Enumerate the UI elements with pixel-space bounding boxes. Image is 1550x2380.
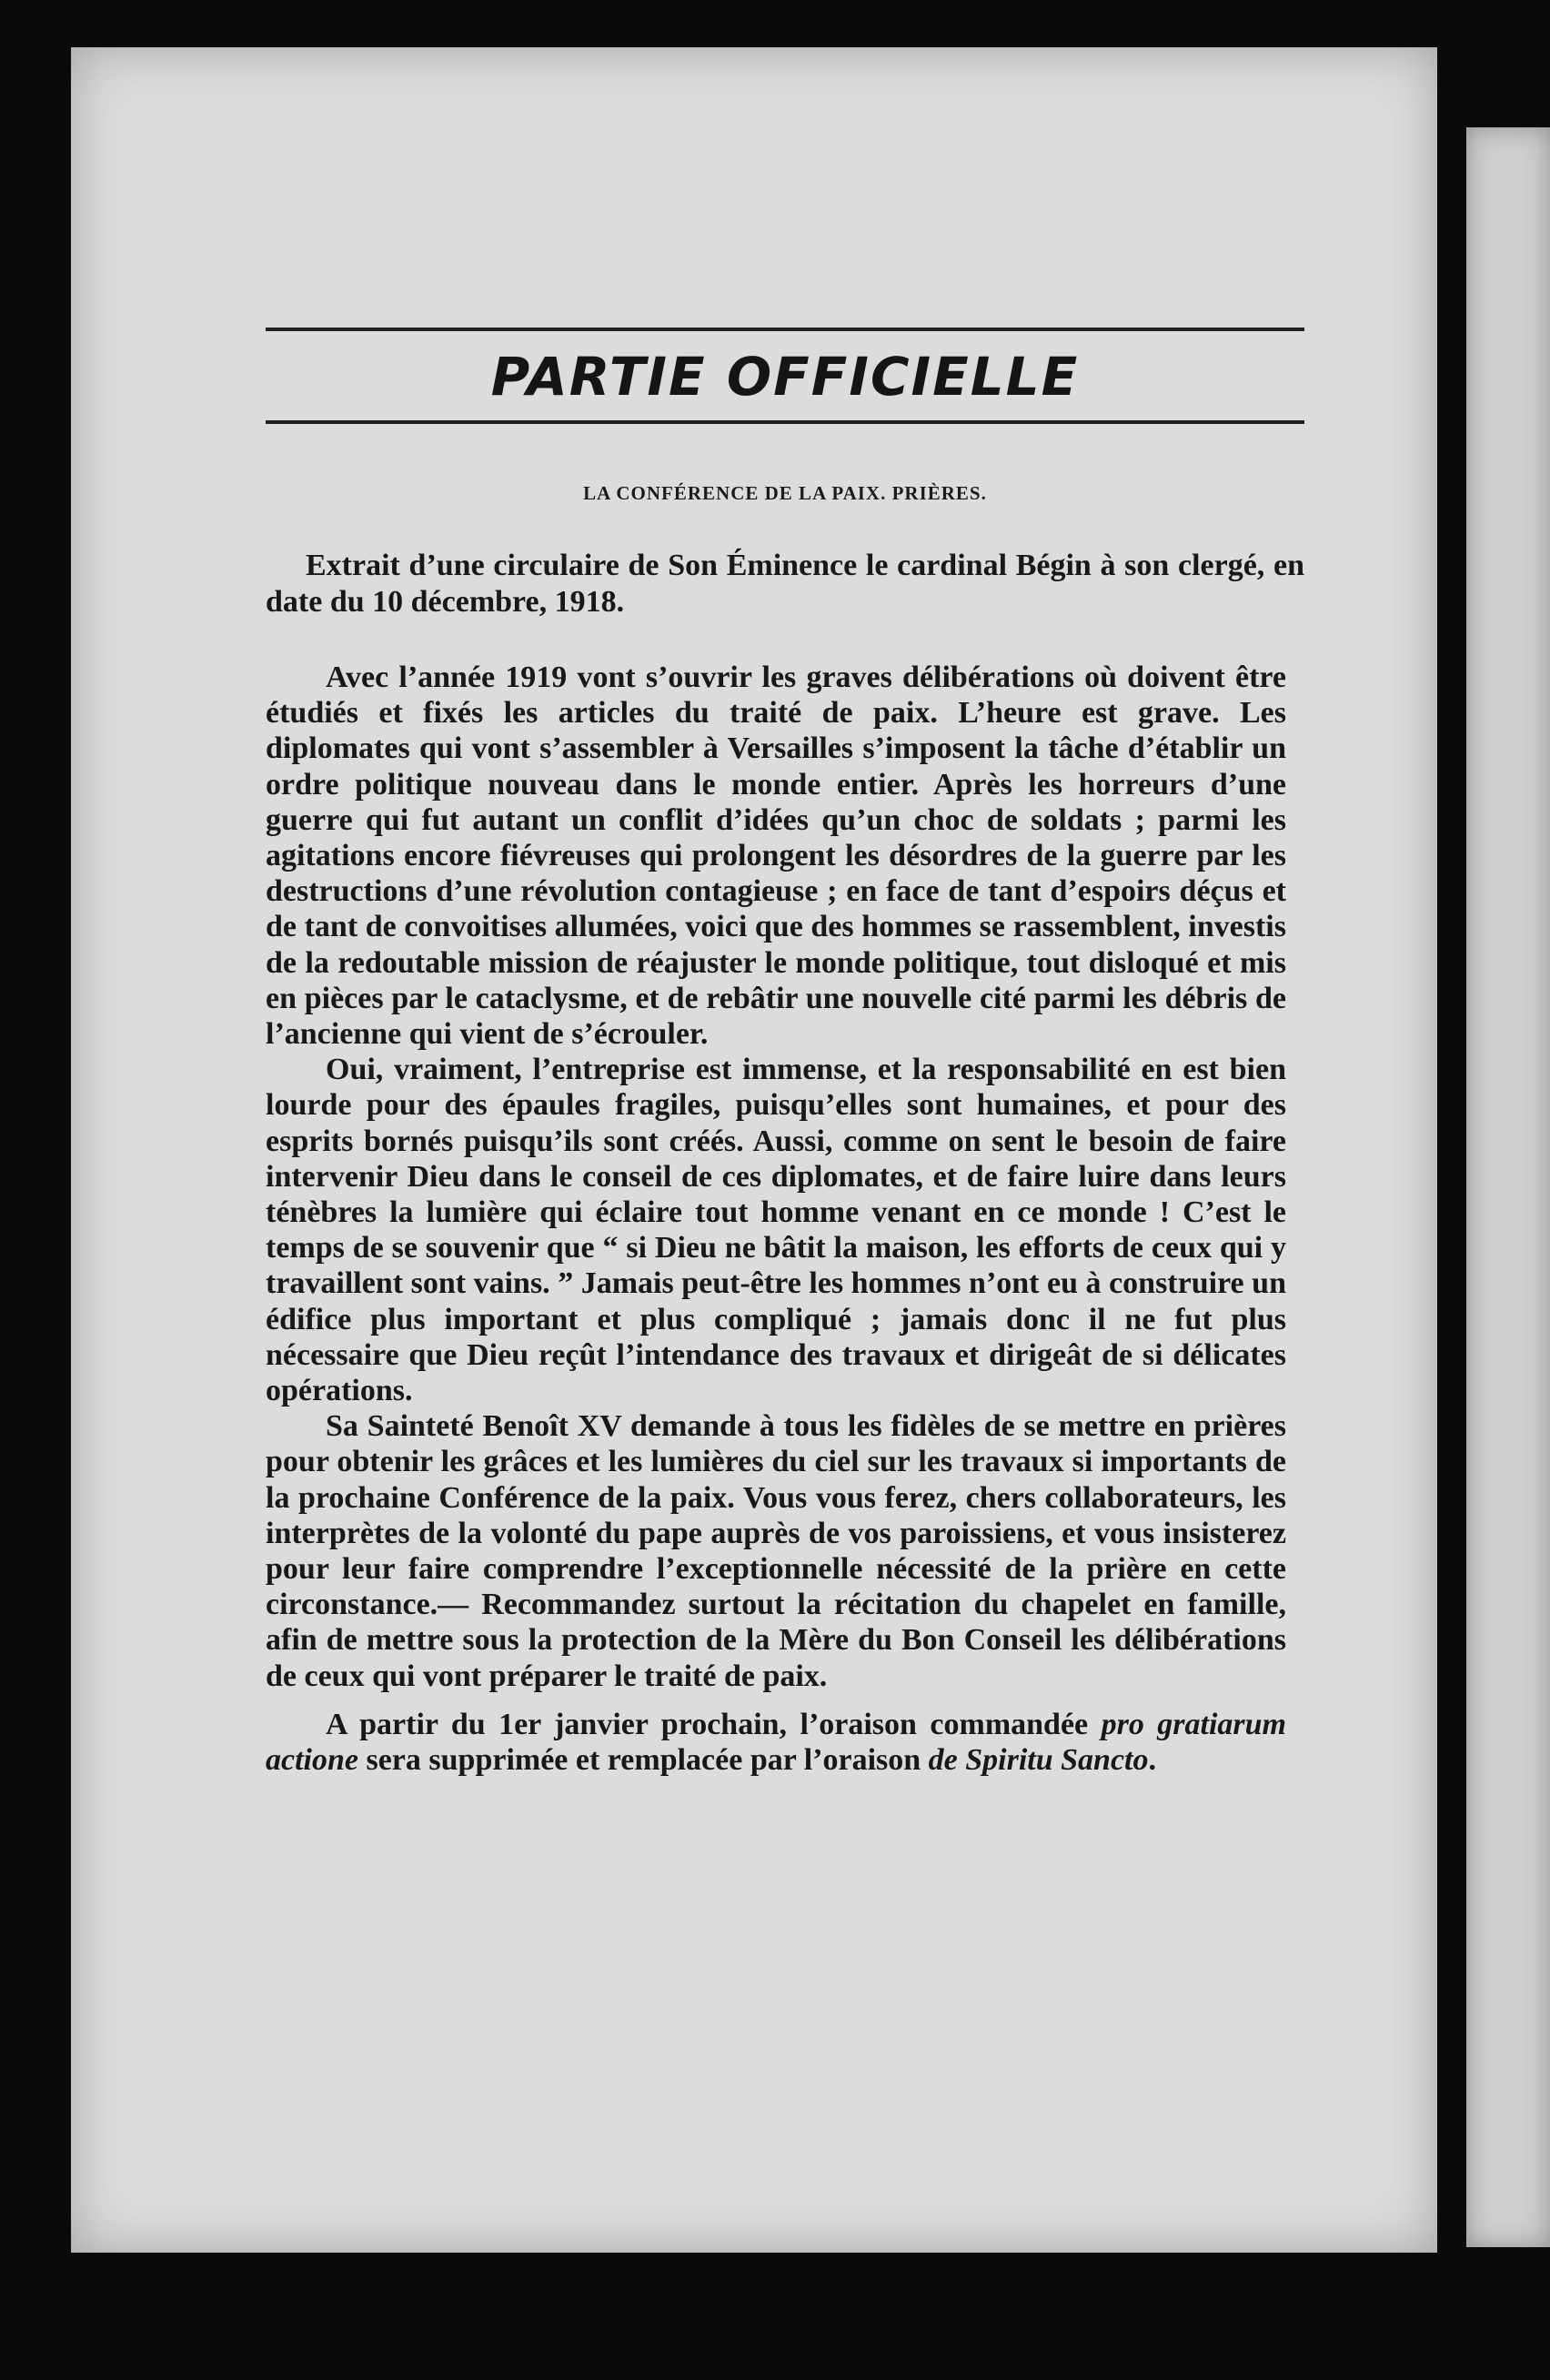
header-rule-bottom [266,420,1304,424]
intro-paragraph: Extrait d’une circulaire de Son Éminence le cardinal Bégin à son clergé, en date du 10 décembre, 1918. [266,549,1304,619]
paragraph-3: Sa Sainteté Benoît XV demande à tous les fidèles de se mettre en prières pour obtenir les grâces et les lumières du ciel sur les travaux si importants de la prochaine Conférence de la paix. Vous vous ferez, chers collaborateurs, les interprètes de la volonté du pape auprès de vos paroissiens, et vous insisterez pour leur faire comprendre l’exceptionnelle nécessité de la prière en cette circonstance.— Recommandez surtout la récitation du chapelet en famille, afin de mettre sous la protection de la Mère du Bon Conseil les délibérations de ceux qui vont préparer le traité de paix. [266,1409,1286,1693]
closing-text-2: sera supprimée et remplacée par l’oraison [357,1743,929,1778]
closing-paragraph [266,1707,1286,1778]
closing-text-1: A partir du 1er janvier prochain, l’oraison commandée [326,1707,1102,1741]
closing-italic-2: de Spiritu Sancto [928,1743,1149,1778]
section-subtitle: LA CONFÉRENCE DE LA PAIX. PRIÈRES. [583,482,987,504]
paragraph-1: Avec l’année 1919 vont s’ouvrir les graves délibérations où doivent être étudiés et fixés les articles du traité de paix. L’heure est grave. Les diplomates qui vont s’assembler à Versailles s’imposent la tâche d’établir un ordre politique nouveau dans le monde entier. Après les horreurs d’une guerre qui fut autant un conflit d’idées qu’un choc de soldats ; parmi les agitations encore fiévreuses qui prolongent les désordres de la guerre par les destructions d’une révolution contagieuse ; en face de tant d’espoirs déçus et de tant de convoitises allumées, voici que des hommes se rassemblent, investis de la redoutable mission de réajuster le monde politique, tout disloqué et mis en pièces par le cataclysme, et de rebâtir une nouvelle cité parmi les débris de l’ancienne qui vient de s’écrouler. [266,661,1286,1052]
header-rule-top [266,328,1304,331]
closing-italic-1: pro gratiarum actione [266,1707,1286,1778]
adjacent-page-edge [1466,127,1550,2247]
body-text [266,660,1286,1778]
closing-text-3: . [1148,1743,1157,1778]
page-title: PARTIE OFFICIELLE [490,346,1080,408]
paragraph-2: Oui, vraiment, l’entreprise est immense, et la responsabilité en est bien lourde pour des épaules fragiles, puisqu’elles sont humaines, et pour des esprits bornés puisqu’ils sont créés. Aussi, comme on sent le besoin de faire intervenir Dieu dans le conseil de ces diplomates, et de faire luire dans leurs ténèbres la lumière qui éclaire tout homme venant en ce monde ! C’est le temps de se souvenir que “ si Dieu ne bâtit la maison, les efforts de ceux qui y travaillent sont vains. ” Jamais peut-être les hommes n’ont eu à construire un édifice plus important et plus compliqué ; jamais donc il ne fut plus nécessaire que Dieu reçût l’intendance des travaux et dirigeât de si délicates opérations. [266,1053,1286,1408]
